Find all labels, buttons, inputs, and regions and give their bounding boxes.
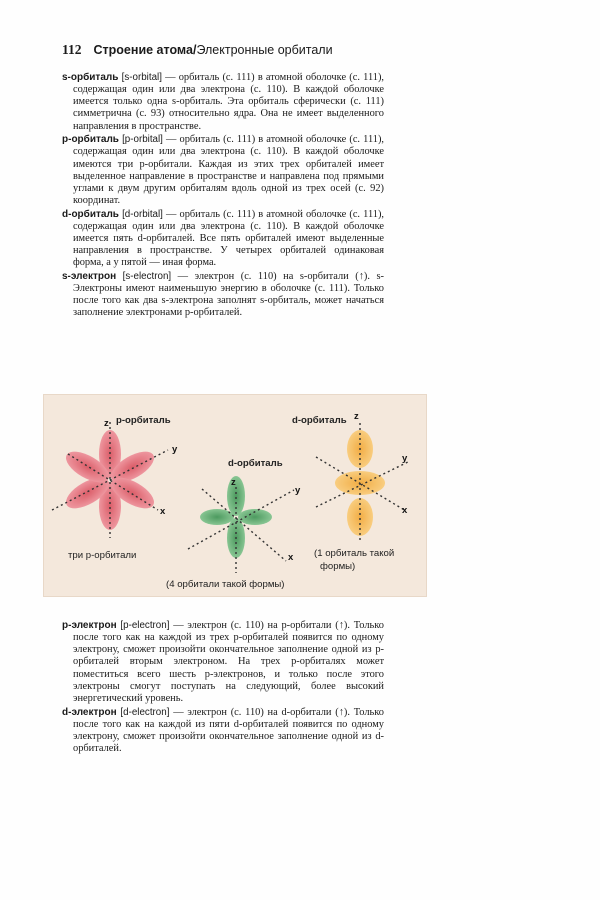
axis-y-label: y bbox=[402, 453, 408, 464]
entry-d-electron bbox=[62, 707, 384, 756]
p-orbital-label: р-орбиталь bbox=[116, 415, 171, 426]
orbitals-illustration bbox=[44, 395, 426, 596]
entry-text: — электрон (с. 110) на s-орбитали (↑). s-Электроны имеют наименьшую энергию в оболочке (с. 111). Только после того как два s-электрона заполнят s-орбиталь, может начаться заполнение электронами p-орбиталей. bbox=[73, 271, 384, 319]
caption-four-orbitals: (4 орбитали такой формы) bbox=[166, 579, 285, 590]
entries-top bbox=[62, 72, 384, 321]
entry-english: [s-orbital] bbox=[121, 72, 162, 83]
axis-x-label: x bbox=[160, 506, 166, 517]
entry-text: — орбиталь (с. 111) в атомной оболочке (с. 111), содержащая один или два электрона (с. 110). В каждой оболочке имеется только одна s-орбиталь. Эта орбиталь сферически (с. 111) симметрична (с. 93) относительно ядра. Она не имеет выделенного направления в пространстве. bbox=[73, 72, 385, 132]
caption-three-p-orbitals: три р-орбитали bbox=[68, 550, 137, 561]
running-header bbox=[62, 42, 333, 58]
entry-english: [d-orbital] bbox=[122, 208, 163, 220]
entries-bottom bbox=[62, 620, 384, 757]
caption-one-orbital-line2: формы) bbox=[320, 561, 356, 572]
section-title-bold: Строение атома/ bbox=[93, 43, 197, 57]
d-orbital-right-label: d-орбиталь bbox=[292, 415, 347, 426]
entry-s-electron bbox=[62, 271, 384, 320]
p-orbitals-shape bbox=[52, 422, 168, 538]
axis-z-label: z bbox=[104, 418, 109, 429]
entry-english: [s-electron] bbox=[122, 271, 172, 282]
axis-x-label: x bbox=[402, 505, 408, 516]
entry-text: — орбиталь (с. 111) в атомной оболочке (с. 111), содержащая один или два электрона (с. 110). В каждой оболочке имеются три p-орбитали. Каждая из этих трех орбиталей имеет выделенное направление в пространстве и направлена под прямыми углами к двум другим орбиталям вдоль одной из трех осей (с. 92) координат. bbox=[73, 134, 385, 207]
entry-term: s-орбиталь bbox=[62, 72, 119, 83]
entry-english: [p-electron] bbox=[120, 620, 170, 631]
d-orbital-center-label: d-орбиталь bbox=[228, 458, 283, 469]
caption-one-orbital-line1: (1 орбиталь такой bbox=[314, 548, 395, 559]
section-title: Электронные орбитали bbox=[196, 43, 333, 57]
axis-z-label: z bbox=[354, 411, 359, 422]
entry-english: [p-orbital] bbox=[122, 134, 163, 146]
d-orbital-orange-shape bbox=[316, 423, 410, 541]
axis-y-label: y bbox=[295, 485, 301, 496]
entry-english: [d-electron] bbox=[120, 706, 170, 718]
entry-p-orbital bbox=[62, 134, 384, 207]
entry-d-orbital bbox=[62, 209, 384, 270]
entry-term: d-электрон bbox=[62, 706, 117, 718]
entry-text: — орбиталь (с. 111) в атомной оболочке (с. 111), содержащая один или два электрона (с. 110). В каждой оболочке имеется пять d-орбиталей. Все пять орбиталей имеют выделенные направления в пространстве. У четырех орбиталей одинаковая форма, а у пятой — иная форма. bbox=[73, 208, 385, 269]
axis-x-label: x bbox=[288, 552, 294, 563]
entry-text: — электрон (с. 110) на p-орбитали (↑). Только после того как на каждой из трех p-орбиталей появится по одному электрону, сможет произойти окончательное заполнение одной из p-орбиталей вторым электроном. На трех p-орбиталях может поместиться всего шесть p-электронов, и только после этого электроны смогут поступать на следующий, более высокий энергетический уровень. bbox=[73, 620, 384, 704]
entry-text: — электрон (с. 110) на d-орбитали (↑). Только после того как на каждой из пяти d-орбиталей появится по одному электрону, сможет произойти окончательное заполнение одной из d-орбиталей. bbox=[73, 706, 384, 755]
d-orbital-green-shape bbox=[188, 476, 294, 573]
entry-p-electron bbox=[62, 620, 384, 705]
axis-y-label: y bbox=[172, 444, 178, 455]
entry-term: р-орбиталь bbox=[62, 134, 119, 146]
entry-term: s-электрон bbox=[62, 271, 117, 282]
orbitals-figure bbox=[43, 394, 427, 597]
entry-term: d-орбиталь bbox=[62, 208, 119, 220]
entry-term: р-электрон bbox=[62, 620, 117, 631]
page-number: 112 bbox=[62, 42, 82, 57]
axis-z-label: z bbox=[231, 477, 236, 488]
entry-s-orbital bbox=[62, 72, 384, 133]
